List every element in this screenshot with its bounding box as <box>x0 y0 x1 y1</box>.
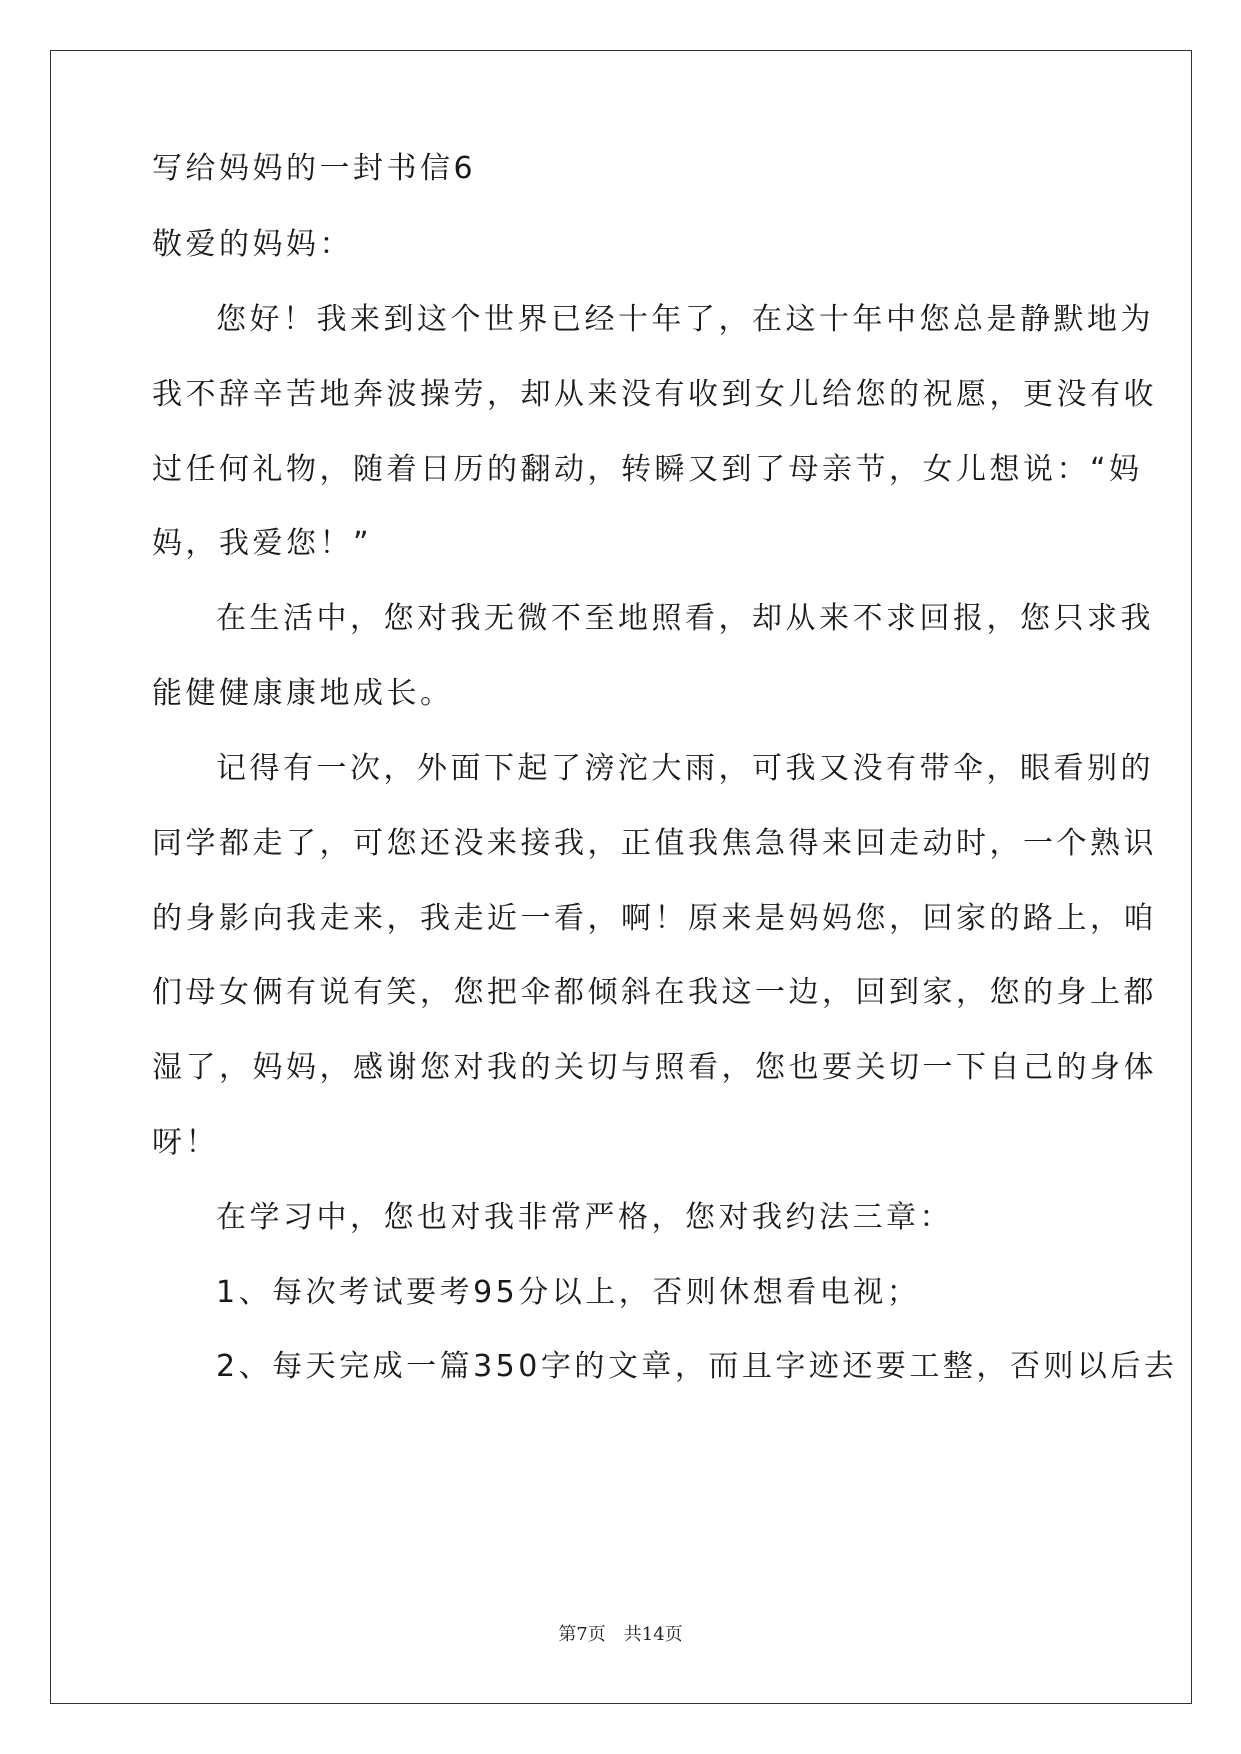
page-total: 共14页 <box>623 1624 683 1645</box>
paragraph-line: 我不辞辛苦地奔波操劳，却从来没有收到女儿给您的祝愿，更没有收 <box>152 377 1157 412</box>
list-item: 2、每天完成一篇350字的文章，而且字迹还要工整，否则以后去 <box>216 1349 1178 1384</box>
document-title: 写给妈妈的一封书信6 <box>152 151 477 186</box>
paragraph-line: 同学都走了，可您还没来接我，正值我焦急得来回走动时，一个熟识 <box>152 826 1157 861</box>
paragraph-line: 的身影向我走来，我走近一看，啊！原来是妈妈您，回家的路上，咱 <box>152 901 1157 936</box>
paragraph-line: 呀！ <box>152 1125 219 1160</box>
paragraph-line: 能健健康康地成长。 <box>152 676 454 711</box>
page-footer <box>0 1623 1241 1647</box>
paragraph-line: 湿了，妈妈，感谢您对我的关切与照看，您也要关切一下自己的身体 <box>152 1050 1157 1085</box>
paragraph-line: 过任何礼物，随着日历的翻动，转瞬又到了母亲节，女儿想说：“妈 <box>152 452 1143 487</box>
paragraph-line: 们母女俩有说有笑，您把伞都倾斜在我这一边，回到家，您的身上都 <box>152 975 1157 1010</box>
paragraph-line: 妈，我爱您！” <box>152 526 373 561</box>
page-number: 第7页 <box>558 1624 606 1645</box>
greeting: 敬爱的妈妈： <box>152 227 353 262</box>
paragraph-line: 记得有一次，外面下起了滂沱大雨，可我又没有带伞，眼看别的 <box>216 751 1154 786</box>
paragraph-line: 在学习中，您也对我非常严格，您对我约法三章： <box>216 1200 953 1235</box>
paragraph-line: 您好！我来到这个世界已经十年了，在这十年中您总是静默地为 <box>216 302 1154 337</box>
paragraph-line: 在生活中，您对我无微不至地照看，却从来不求回报，您只求我 <box>216 601 1154 636</box>
page-border <box>50 50 1192 1704</box>
list-item: 1、每次考试要考95分以上，否则休想看电视； <box>216 1275 921 1310</box>
